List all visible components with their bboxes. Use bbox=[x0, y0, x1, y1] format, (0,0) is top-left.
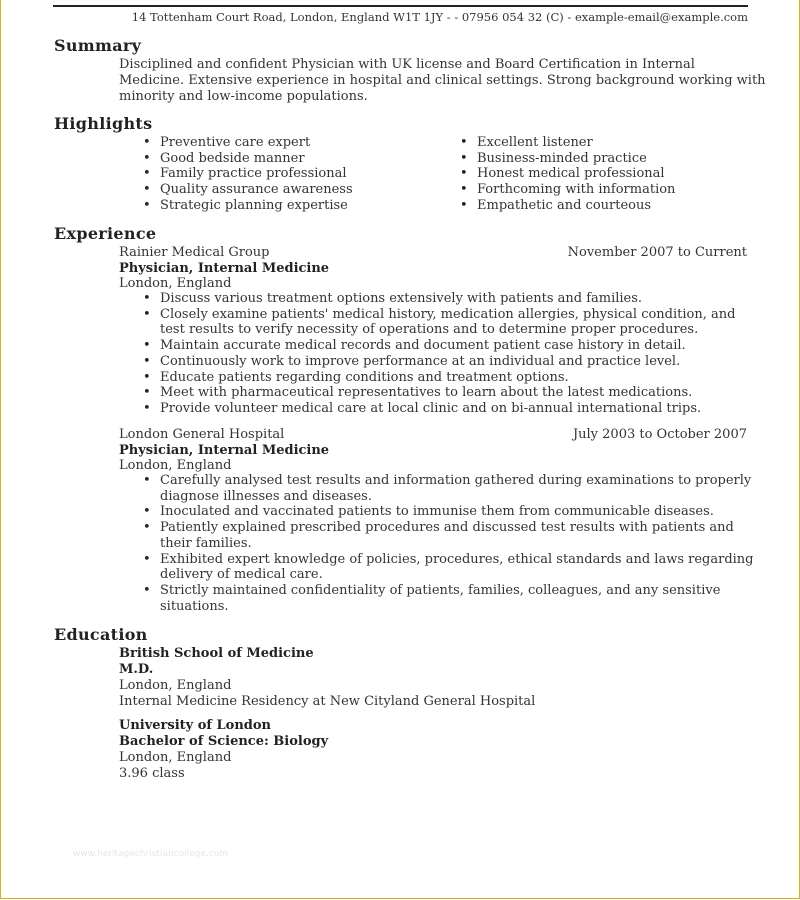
list-item: • Preventive care expert bbox=[119, 135, 353, 151]
job-location: London, England bbox=[119, 276, 232, 291]
list-item: their families. bbox=[160, 535, 252, 551]
degree: Bachelor of Science: Biology bbox=[119, 734, 329, 749]
list-item: delivery of medical care. bbox=[160, 567, 323, 583]
list-item: • Closely examine patients' medical history, medication allergies, physical condition, and bbox=[119, 307, 735, 323]
list-item: • Inoculated and vaccinated patients to immunise them from communicable diseases. bbox=[119, 504, 754, 520]
job-bullets bbox=[119, 473, 754, 614]
degree: M.D. bbox=[119, 662, 154, 677]
summary-line: Medicine. Extensive experience in hospital and clinical settings. Strong background working with bbox=[119, 73, 766, 88]
summary-line: Disciplined and confident Physician with UK license and Board Certification in Internal bbox=[119, 57, 695, 72]
list-item: • Patiently explained prescribed procedures and discussed test results with patients and bbox=[119, 520, 754, 536]
list-item: • Strictly maintained confidentiality of patients, families, colleagues, and any sensitive bbox=[119, 583, 754, 599]
education-note: 3.96 class bbox=[119, 766, 185, 781]
job-dates: July 2003 to October 2007 bbox=[572, 427, 747, 442]
list-item: • Honest medical professional bbox=[436, 166, 675, 182]
list-item: • Carefully analysed test results and information gathered during examinations to properly bbox=[119, 473, 754, 489]
contact-line: 14 Tottenham Court Road, London, England W1T 1JY - - 07956 054 32 (C) - example-email@example.com bbox=[131, 10, 748, 24]
watermark: www.heritagechristiancollege.com bbox=[73, 849, 228, 859]
list-item: situations. bbox=[160, 598, 229, 614]
list-item: test results to verify necessity of operations and to determine proper procedures. bbox=[160, 322, 699, 338]
list-item: • Forthcoming with information bbox=[436, 182, 675, 198]
list-item: • Exhibited expert knowledge of policies, procedures, ethical standards and laws regarding bbox=[119, 552, 754, 568]
list-item: • Meet with pharmaceutical representatives to learn about the latest medications. bbox=[119, 385, 735, 401]
list-item: • Excellent listener bbox=[436, 135, 675, 151]
list-item: • Business-minded practice bbox=[436, 151, 675, 167]
list-item: • Maintain accurate medical records and document patient case history in detail. bbox=[119, 338, 735, 354]
job-title: Physician, Internal Medicine bbox=[119, 443, 330, 458]
list-item: diagnose illnesses and diseases. bbox=[160, 488, 372, 504]
job-dates: November 2007 to Current bbox=[567, 245, 747, 260]
summary-heading: Summary bbox=[54, 36, 142, 55]
highlights-heading: Highlights bbox=[54, 114, 153, 133]
list-item: • Discuss various treatment options extensively with patients and families. bbox=[119, 291, 735, 307]
employer: London General Hospital bbox=[119, 427, 285, 442]
school-location: London, England bbox=[119, 678, 232, 693]
job-bullets bbox=[119, 291, 735, 417]
education-heading: Education bbox=[54, 625, 148, 644]
list-item: • Educate patients regarding conditions and treatment options. bbox=[119, 370, 735, 386]
employer: Rainier Medical Group bbox=[119, 245, 270, 260]
school-location: London, England bbox=[119, 750, 232, 765]
school-name: British School of Medicine bbox=[119, 646, 314, 661]
school-name: University of London bbox=[119, 718, 272, 733]
list-item: • Empathetic and courteous bbox=[436, 198, 675, 214]
list-item: • Provide volunteer medical care at local clinic and on bi-annual international trips. bbox=[119, 401, 735, 417]
list-item: • Quality assurance awareness bbox=[119, 182, 353, 198]
list-item: • Family practice professional bbox=[119, 166, 353, 182]
highlights-left-list bbox=[119, 135, 353, 214]
summary-line: minority and low-income populations. bbox=[119, 89, 368, 104]
top-rule bbox=[53, 5, 748, 7]
list-item: • Good bedside manner bbox=[119, 151, 353, 167]
education-note: Internal Medicine Residency at New Cityland General Hospital bbox=[119, 694, 536, 709]
highlights-right-list bbox=[436, 135, 675, 214]
job-location: London, England bbox=[119, 458, 232, 473]
list-item: • Continuously work to improve performance at an individual and practice level. bbox=[119, 354, 735, 370]
list-item: • Strategic planning expertise bbox=[119, 198, 353, 214]
experience-heading: Experience bbox=[54, 224, 157, 243]
job-title: Physician, Internal Medicine bbox=[119, 261, 330, 276]
